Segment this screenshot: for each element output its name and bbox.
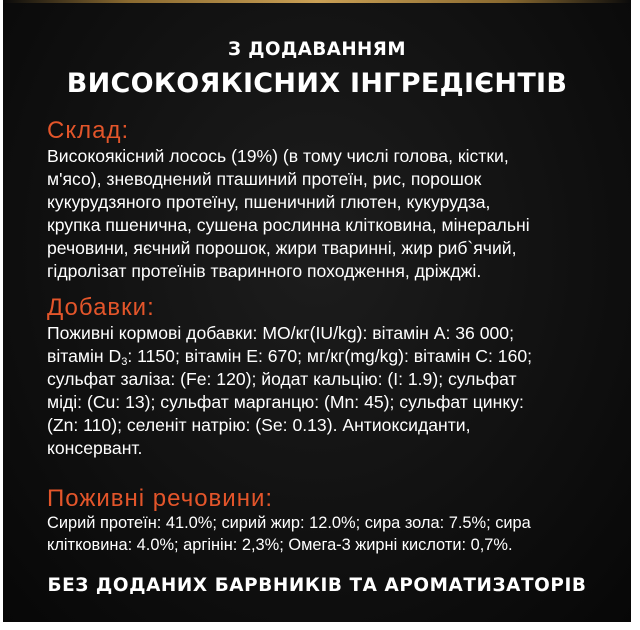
nutrients-title: Поживні речовини: [47,485,274,512]
composition-line: речовини, яєчний порошок, жири тваринні, жир риб`ячий, [47,238,517,258]
nutrients-line: клітковина: 4.0%; аргінін: 2,3%; Омега-3 жирні кислоти: 0,7%. [47,536,513,554]
vitamin-d-label: вітамін D [47,346,122,366]
composition-line: крупка пшенична, сушена рослинна клітковина, мінеральні [47,215,530,235]
vitamin-d-subscript: 3 [121,356,128,368]
composition-text [47,145,607,283]
additives-line: сульфат заліза: (Fe: 120); йодат кальцію: (I: 1.9); сульфат [47,369,517,389]
additives-line [47,345,607,368]
composition-line: кукурудзяного протеїну, пшеничний глютен, кукурудза, [47,192,491,212]
composition-line: гідролізат протеїнів тваринного походження, дріжджі. [47,261,482,281]
additives-line-rest: : 1150; вітамін Е: 670; мг/кг(mg/kg): вітамін С: 160; [127,346,533,366]
composition-line: м'ясо), зневоднений пташиний протеїн, рис, порошок [47,169,482,189]
additives-text [47,322,607,460]
additives-line: (Zn: 110); селеніт натрію: (Se: 0.13). Антиоксиданти, [47,415,471,435]
additives-line: консервант. [47,438,143,458]
header-subtitle: З ДОДАВАННЯМ [228,38,406,60]
composition-line: Високоякісний лосось (19%) (в тому числі голова, кістки, [47,146,509,166]
additives-title: Добавки: [47,294,155,321]
composition-title: Склад: [47,117,130,144]
additives-line: Поживні кормові добавки: МО/кг(IU/kg): вітамін А: 36 000; [47,323,514,343]
header-title: ВИСОКОЯКІСНИХ ІНГРЕДІЄНТІВ [66,68,568,99]
nutrients-line: Сирий протеїн: 41.0%; сирий жир: 12.0%; сира зола: 7.5%; сира [47,514,531,532]
ingredients-panel [3,0,631,622]
additives-line: міді: (Cu: 13); сульфат марганцю: (Mn: 45); сульфат цинку: [47,392,524,412]
gold-divider-line [3,0,631,3]
nutrients-text [47,512,607,556]
footer-claim: БЕЗ ДОДАНИХ БАРВНИКІВ ТА АРОМАТИЗАТОРІВ [47,575,587,596]
